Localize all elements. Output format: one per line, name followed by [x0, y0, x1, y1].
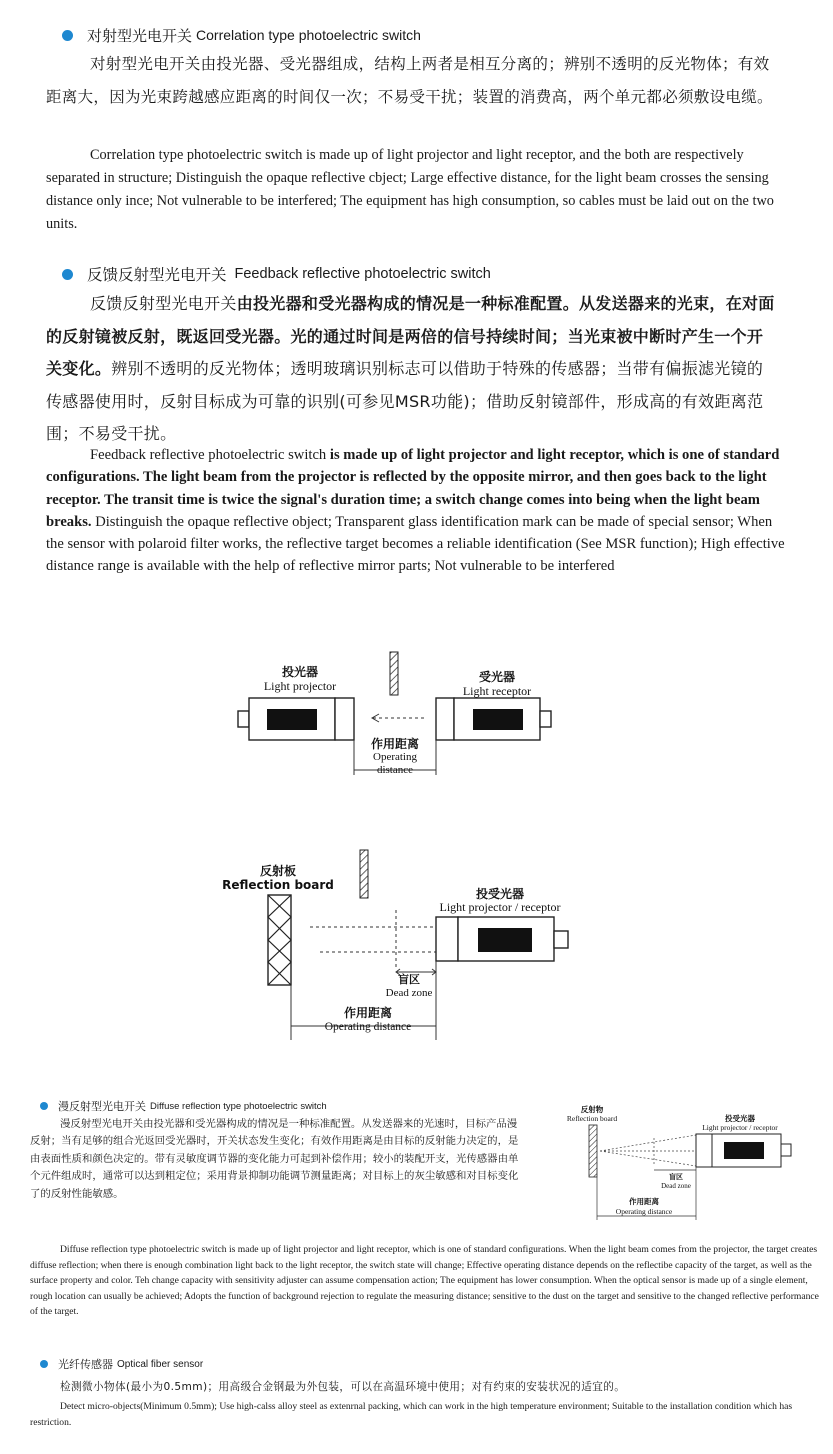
- unit-label-zh: 投受光器: [475, 887, 525, 901]
- correlation-body-en: Correlation type photoelectric switch is made up of light projector and light receptor, and the both are respectively separated in structure; Distinguish the opaque reflective cbject; Large effective distance, for the light beam crosses the sensing distance only ince; Not vulnerable to be interfered; The equipment has high consumption, so cables must be laid out on the two units.: [46, 147, 774, 232]
- distance-label-zh: 作用距离: [343, 1006, 393, 1020]
- fiber-body-zh: 检测微小物体(最小为0.5mm)；用高级合金钢最为外包装，可以在高温环境中使用；对有约束的安装状况的适宜的。: [60, 1381, 626, 1393]
- receptor-label-zh: 受光器: [478, 670, 516, 684]
- unit-label-en: Light projector / receptor: [439, 900, 561, 914]
- fiber-heading: [40, 1356, 203, 1372]
- dead-zone-label-en: Dead zone: [385, 987, 433, 999]
- target-label-zh: 反射物: [580, 1105, 604, 1114]
- receptor-label-en: Light receptor: [462, 684, 532, 698]
- diffuse-diagram: [540, 1100, 833, 1222]
- bullet-icon: [40, 1360, 48, 1368]
- diffuse-body-en: Diffuse reflection type photoelectric switch is made up of light projector and light receptor, which is one of standard configurations. When the light beam comes from the projector, the target creates diffuse reflection; when there is enough combination light back to the light receptor, the switch state will change; Effective operating distance depends on the reflectibe capacity of the target, as well as the surface property and color. Teh change capacity with sensitivity adjuster can assume compensation action; The equipment has lower consumption. When the optical sensor is made up of a single element, rough location can usually be achieved; Adopts the function of background rejection to regulate the measuring distance; sensitive to the dust on the target and sensitive to the changed reflective performance of the target.: [30, 1244, 819, 1318]
- feedback-body-en: [46, 444, 791, 578]
- feedback-body-en-bold: is made up of light projector and light receptor, which is one of standard configurations. The light beam from the projector is reflected by the opposite mirror, and then goes back to the light receptor. The transit time is twice the signal's duration time; a switch change comes into being when the light beam breaks.: [46, 447, 780, 530]
- distance-label-en-2: distance: [376, 764, 414, 776]
- dead-zone-label-zh: 盲区: [669, 1173, 683, 1181]
- feedback-body-zh-rest: 辨别不透明的反光物体；透明玻璃识别标志可以借助于特殊的传感器；当带有偏振滤光镜的传感器使用时，反射目标成为可靠的识别(可参见MSR功能)；借助反射镜部件，形成高的有效距离范围；不易受干扰。: [46, 359, 764, 443]
- target-label-en: Reflection board: [566, 1114, 618, 1123]
- board-label-en: Reflection board: [222, 878, 334, 892]
- diffuse-body-zh: 漫反射型光电开关由投光器和受光器构成的情况是一种标准配置。从发送器来的光速时，目标产品漫反射；当有足够的组合光返回受光器时，开关状态发生变化；有效作用距离是由目标的反射能力决定的，是由表面性质和颜色决定的。带有灵敏度调节器的变化能力可起到补偿作用；较小的装配开支，光传感器由单个元件组成时，通常可以达到粗定位；采用背景抑制功能调节测量距离；对目标上的灰尘敏感和对目标变化了的反射性能敏感。: [30, 1118, 519, 1200]
- fiber-title-zh: 光纤传感器: [58, 1358, 113, 1371]
- feedback-title-en: Feedback reflective photoelectric switch: [234, 266, 491, 282]
- distance-label-zh: 作用距离: [629, 1197, 659, 1206]
- projector-label-en: Light projector: [263, 679, 337, 693]
- light-projector-unit: [238, 698, 354, 740]
- fiber-body-en: Detect micro-objects(Minimum 0.5mm); Use high-calss alloy steel as extenrnal packing, which can work in the high temperature environment; Suitable to the installation condition which has restriction.: [30, 1401, 793, 1428]
- distance-label-en: Operating distance: [324, 1021, 412, 1033]
- dead-zone-label-zh: 盲区: [398, 973, 420, 986]
- projector-label-zh: 投光器: [281, 665, 319, 679]
- light-beam-lines: [310, 910, 436, 970]
- light-receptor-unit: [436, 698, 551, 740]
- bullet-icon: [62, 30, 73, 41]
- feedback-heading: [62, 262, 491, 286]
- projector-receptor-unit: [696, 1134, 791, 1167]
- feedback-body-zh-lead: 反馈反射型光电开关: [90, 294, 237, 313]
- board-label-zh: 反射板: [259, 864, 297, 878]
- diffuse-title-en: Diffuse reflection type photoelectric switch: [150, 1100, 327, 1112]
- correlation-diagram: [0, 640, 833, 790]
- correlation-title-zh: 对射型光电开关: [87, 26, 193, 45]
- reflection-board: [268, 895, 291, 985]
- correlation-body-zh: 对射型光电开关由投光器、受光器组成，结构上两者是相互分离的；辨别不透明的反光物体；有效距离大，因为光束跨越感应距离的时间仅一次；不易受干扰；装置的消费高，两个单元都必须敷设电缆。: [46, 55, 773, 106]
- feedback-body-zh-bold: 由投光器和受光器构成的情况是一种标准配置。从发送器来的光束，在对面的反射镜被反射，既返回受光器。光的通过时间是两倍的信号持续时间；当光束被中断时产生一个开关变化。: [46, 294, 775, 378]
- feedback-body-zh: [46, 288, 776, 451]
- unit-label-en: Light projector / receptor: [702, 1123, 778, 1132]
- reflection-object: [589, 1125, 597, 1177]
- unit-label-zh: 投受光器: [725, 1114, 755, 1123]
- diffuse-title-zh: 漫反射型光电开关: [58, 1100, 146, 1113]
- projector-receptor-unit: [436, 917, 568, 961]
- feedback-diagram: [0, 840, 833, 1040]
- fiber-title-en: Optical fiber sensor: [117, 1358, 204, 1370]
- feedback-title-zh: 反馈反射型光电开关: [87, 266, 227, 284]
- feedback-body-en-lead: Feedback reflective photoelectric switch: [90, 447, 330, 463]
- beam-interruptor: [360, 850, 368, 898]
- dead-zone-label-en: Dead zone: [661, 1182, 691, 1190]
- feedback-body-en-rest: Distinguish the opaque reflective object; Transparent glass identification mark can be made of special sensor; When the sensor with polaroid filter works, the reflective target becomes a reliable identification (See MSR function); High effective distance range is available with the help of reflective mirror parts; Not vulnerable to be interfered: [46, 513, 785, 575]
- correlation-heading: [62, 24, 421, 46]
- bullet-icon: [40, 1102, 48, 1110]
- beam-interruptor: [390, 652, 398, 695]
- diffuse-heading: [40, 1098, 327, 1114]
- distance-label-en: Operating distance: [615, 1207, 673, 1216]
- correlation-title-en: Correlation type photoelectric switch: [196, 27, 421, 43]
- diffuse-beam-lines: [600, 1135, 696, 1166]
- bullet-icon: [62, 269, 73, 280]
- distance-label-en-1: Operating: [373, 751, 417, 763]
- light-beam-arrows: [372, 714, 424, 722]
- distance-label-zh: 作用距离: [370, 737, 420, 751]
